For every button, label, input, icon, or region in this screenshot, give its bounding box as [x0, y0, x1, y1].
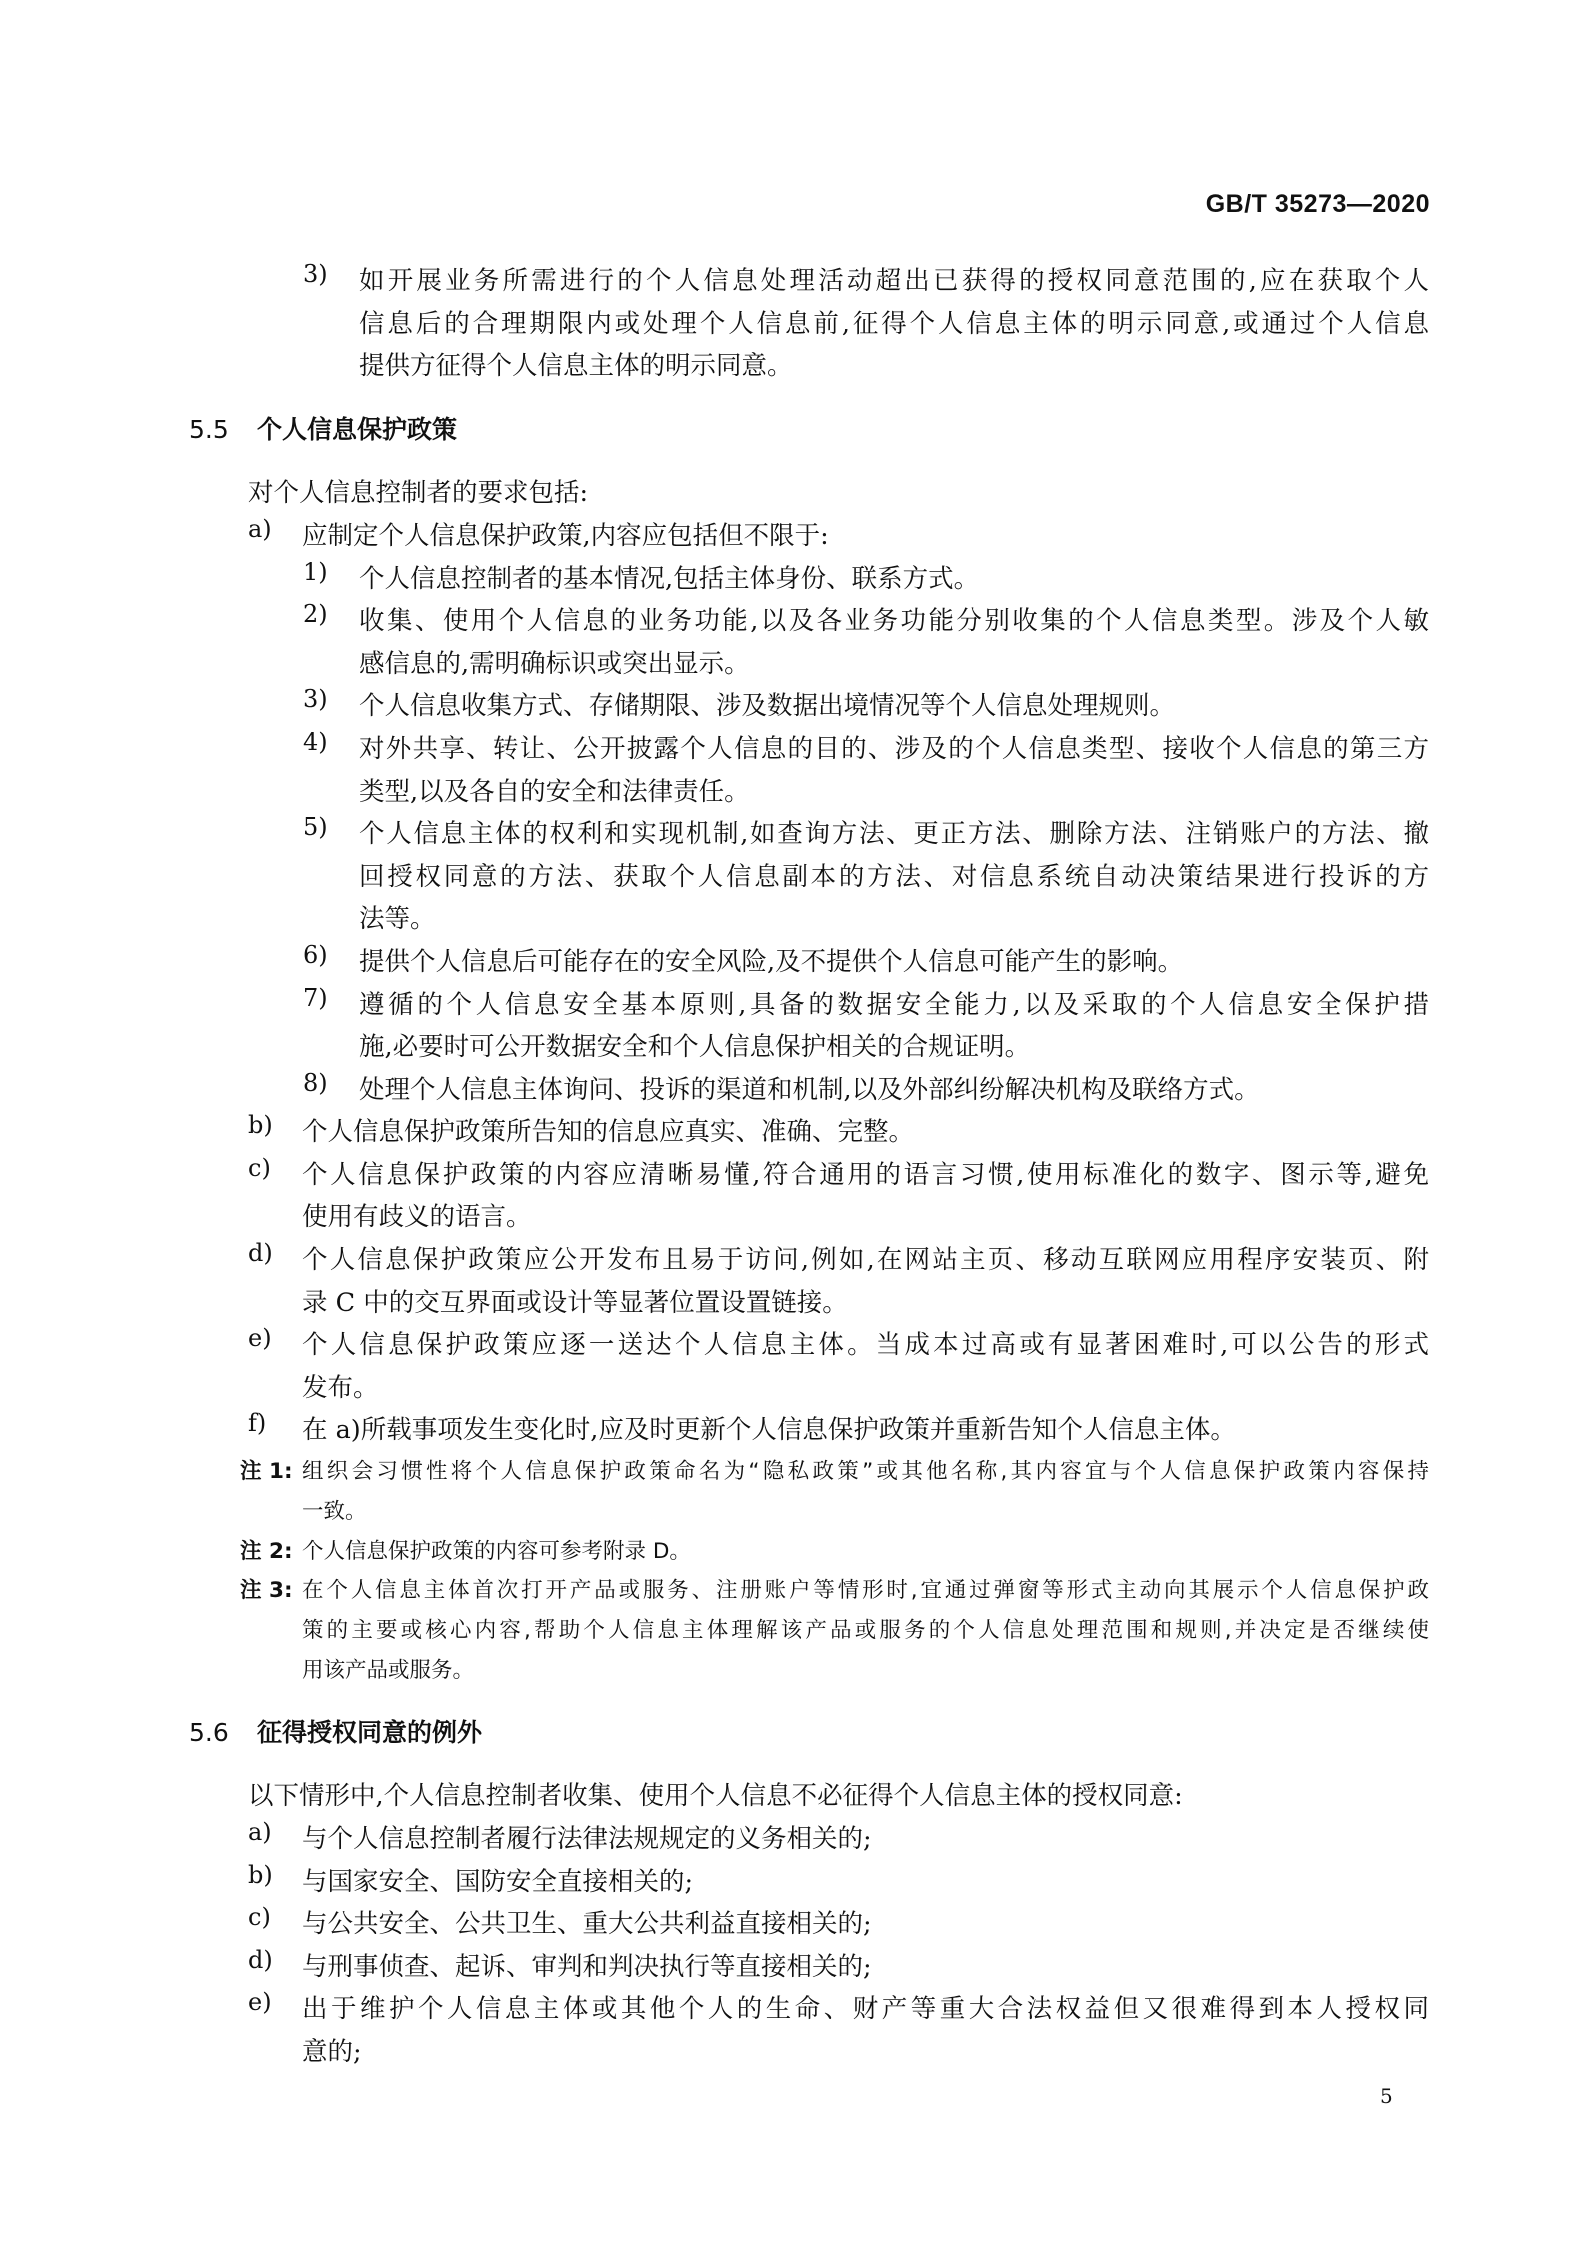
item-label: c) — [248, 1903, 271, 1932]
text-line: 个人信息保护政策的内容应清晰易懂,符合通用的语言习惯,使用标准化的数字、图示等,避免 — [302, 1159, 1429, 1190]
text-line: 如开展业务所需进行的个人信息处理活动超出已获得的授权同意范围的,应在获取个人 — [359, 266, 1429, 296]
text-line: 处理个人信息主体询问、投诉的渠道和机制,以及外部纠纷解决机构及联络方式。 — [359, 1074, 1260, 1105]
list-item — [0, 941, 1587, 984]
list-item — [0, 685, 1587, 728]
list-item — [0, 1903, 1587, 1946]
text-line: 个人信息保护政策所告知的信息应真实、准确、完整。 — [302, 1117, 915, 1148]
text-line: 信息后的合理期限内或处理个人信息前,征得个人信息主体的明示同意,或通过个人信息 — [359, 308, 1429, 339]
text-line: 与公共安全、公共卫生、重大公共利益直接相关的; — [302, 1909, 872, 1940]
list-item — [0, 728, 1587, 813]
list-item — [0, 1818, 1587, 1861]
text-line: 用该产品或服务。 — [302, 1658, 475, 1684]
list-item — [0, 1775, 1587, 1818]
text-line: 个人信息保护政策应逐一送达个人信息主体。当成本过高或有显著困难时,可以公告的形式 — [302, 1330, 1429, 1361]
text-line: 提供方征得个人信息主体的明示同意。 — [359, 351, 793, 382]
list-item — [0, 1988, 1587, 2073]
section-number: 5.5 — [189, 414, 229, 444]
text-line: 在 a)所载事项发生变化时,应及时更新个人信息保护政策并重新告知个人信息主体。 — [302, 1415, 1236, 1446]
section-title: 个人信息保护政策 — [257, 414, 458, 444]
list-item — [0, 1239, 1587, 1324]
text-line: 以下情形中,个人信息控制者收集、使用个人信息不必征得个人信息主体的授权同意: — [248, 1781, 1183, 1812]
standard-number-header: GB/T 35273—2020 — [1205, 190, 1430, 218]
section-title: 征得授权同意的例外 — [257, 1717, 483, 1747]
note — [0, 1532, 1587, 1572]
item-label: c) — [248, 1153, 271, 1182]
text-line: 使用有歧义的语言。 — [302, 1202, 532, 1233]
list-item — [0, 472, 1587, 515]
text-line: 类型,以及各自的安全和法律责任。 — [359, 776, 750, 807]
item-label: 3) — [303, 260, 328, 288]
page-number: 5 — [1380, 2084, 1393, 2108]
text-line: 个人信息保护政策的内容可参考附录 D。 — [302, 1538, 691, 1564]
list-item — [0, 1409, 1587, 1452]
list-item — [0, 1861, 1587, 1904]
text-line: 意的; — [302, 2036, 362, 2067]
text-line: 在个人信息主体首次打开产品或服务、注册账户等情形时,宜通过弹窗等形式主动向其展示个人信息保护政 — [302, 1578, 1429, 1604]
item-label: 7) — [303, 983, 328, 1012]
list-item — [0, 558, 1587, 601]
item-label: 6) — [303, 940, 328, 969]
list-item — [0, 1324, 1587, 1409]
item-label: 3) — [303, 685, 328, 714]
item-label: d) — [248, 1239, 273, 1268]
item-label: e) — [248, 1324, 272, 1353]
text-line: 个人信息保护政策应公开发布且易于访问,例如,在网站主页、移动互联网应用程序安装页、附 — [302, 1245, 1429, 1276]
list-item — [0, 260, 1587, 388]
note-label: 注 1: — [240, 1459, 293, 1485]
list-item — [0, 1069, 1587, 1112]
item-label: e) — [248, 1988, 272, 2017]
text-line: 与国家安全、国防安全直接相关的; — [302, 1866, 694, 1897]
text-line: 法等。 — [359, 904, 436, 935]
text-line: 组织会习惯性将个人信息保护政策命名为“隐私政策”或其他名称,其内容宜与个人信息保护政策内容保持 — [302, 1459, 1429, 1485]
item-label: 2) — [303, 600, 328, 629]
text-line: 对个人信息控制者的要求包括: — [248, 478, 589, 509]
text-line: 遵循的个人信息安全基本原则,具备的数据安全能力,以及采取的个人信息安全保护措 — [359, 989, 1429, 1020]
list-item — [0, 1946, 1587, 1989]
text-line: 收集、使用个人信息的业务功能,以及各业务功能分别收集的个人信息类型。涉及个人敏 — [359, 606, 1429, 637]
list-item — [0, 600, 1587, 685]
section-heading — [0, 1712, 1587, 1755]
note — [0, 1571, 1587, 1690]
text-line: 出于维护个人信息主体或其他个人的生命、财产等重大合法权益但又很难得到本人授权同 — [302, 1994, 1429, 2025]
text-line: 回授权同意的方法、获取个人信息副本的方法、对信息系统自动决策结果进行投诉的方 — [359, 861, 1429, 892]
note-label: 注 2: — [240, 1538, 293, 1564]
item-label: 8) — [303, 1068, 328, 1097]
text-line: 提供个人信息后可能存在的安全风险,及不提供个人信息可能产生的影响。 — [359, 946, 1184, 977]
text-line: 录 C 中的交互界面或设计等显著位置设置链接。 — [302, 1287, 848, 1318]
note-label: 注 3: — [240, 1578, 293, 1604]
text-line: 与刑事侦查、起诉、审判和判决执行等直接相关的; — [302, 1951, 872, 1982]
item-label: 4) — [303, 727, 328, 756]
item-label: d) — [248, 1945, 273, 1974]
text-line: 对外共享、转让、公开披露个人信息的目的、涉及的个人信息类型、接收个人信息的第三方 — [359, 733, 1429, 764]
text-line: 发布。 — [302, 1372, 379, 1403]
text-line: 策的主要或核心内容,帮助个人信息主体理解该产品或服务的个人信息处理范围和规则,并决定是否继续使 — [302, 1618, 1429, 1644]
text-line: 与个人信息控制者履行法律法规规定的义务相关的; — [302, 1824, 872, 1854]
item-label: 1) — [303, 557, 328, 586]
item-label: b) — [248, 1860, 273, 1889]
list-item — [0, 984, 1587, 1069]
list-item — [0, 1111, 1587, 1154]
section-heading — [0, 409, 1587, 452]
text-line: 感信息的,需明确标识或突出显示。 — [359, 648, 750, 679]
list-item — [0, 813, 1587, 941]
text-line: 一致。 — [302, 1498, 367, 1524]
document-body — [0, 260, 1587, 2074]
note — [0, 1452, 1587, 1532]
text-line: 应制定个人信息保护政策,内容应包括但不限于: — [302, 520, 829, 551]
item-label: a) — [248, 1818, 272, 1846]
list-item — [0, 515, 1587, 558]
item-label: 5) — [303, 813, 328, 842]
list-item — [0, 1154, 1587, 1239]
text-line: 个人信息收集方式、存储期限、涉及数据出境情况等个人信息处理规则。 — [359, 691, 1176, 722]
item-label: f) — [248, 1409, 267, 1438]
text-line: 施,必要时可公开数据安全和个人信息保护相关的合规证明。 — [359, 1032, 1031, 1063]
item-label: a) — [248, 514, 272, 543]
text-line: 个人信息控制者的基本情况,包括主体身份、联系方式。 — [359, 563, 980, 594]
section-number: 5.6 — [189, 1717, 229, 1747]
item-label: b) — [248, 1111, 273, 1140]
text-line: 个人信息主体的权利和实现机制,如查询方法、更正方法、删除方法、注销账户的方法、撤 — [359, 819, 1429, 850]
